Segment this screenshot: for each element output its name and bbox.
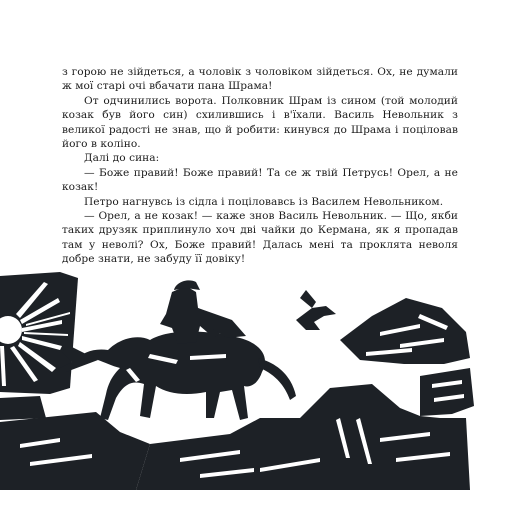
paragraph-2: От одчинились ворота. Полковник Шрам із сином (той молодий козак був його син) схилившись і в'їхали. Василь Невольник з великої радості не знав, що й робити: кинувся до Шрама і поціловав його в коліно. xyxy=(62,94,458,151)
paragraph-6: — Орел, а не козак! — каже знов Василь Невольник. — Що, якби таких друзяк приплинуло хоч дві чайки до Кермана, як я пропадав там у неволі? Ох, Боже правий! Далась мені та проклята неволя добре знати, не забуду її довіку! xyxy=(62,210,458,266)
paragraph-3: Далі до сина: xyxy=(84,152,160,165)
horse-and-rider xyxy=(60,280,296,420)
woodcut-illustration xyxy=(0,268,513,490)
paragraph-4: — Боже правий! Боже правий! Та се ж твій Петрусь! Орел, а не козак! xyxy=(62,166,458,194)
paragraph-1: з горою не зійдеться, а чоловік з чоловіком зійдеться. Ох, не думали ж мої старі очі вбачати пана Шрама! xyxy=(62,66,458,93)
eagle xyxy=(296,290,336,330)
sun-block xyxy=(0,272,78,420)
text-block xyxy=(62,65,458,267)
paragraph-5: Петро нагнувсь із сідла і поціловавсь із Василем Невольником. xyxy=(84,195,444,208)
